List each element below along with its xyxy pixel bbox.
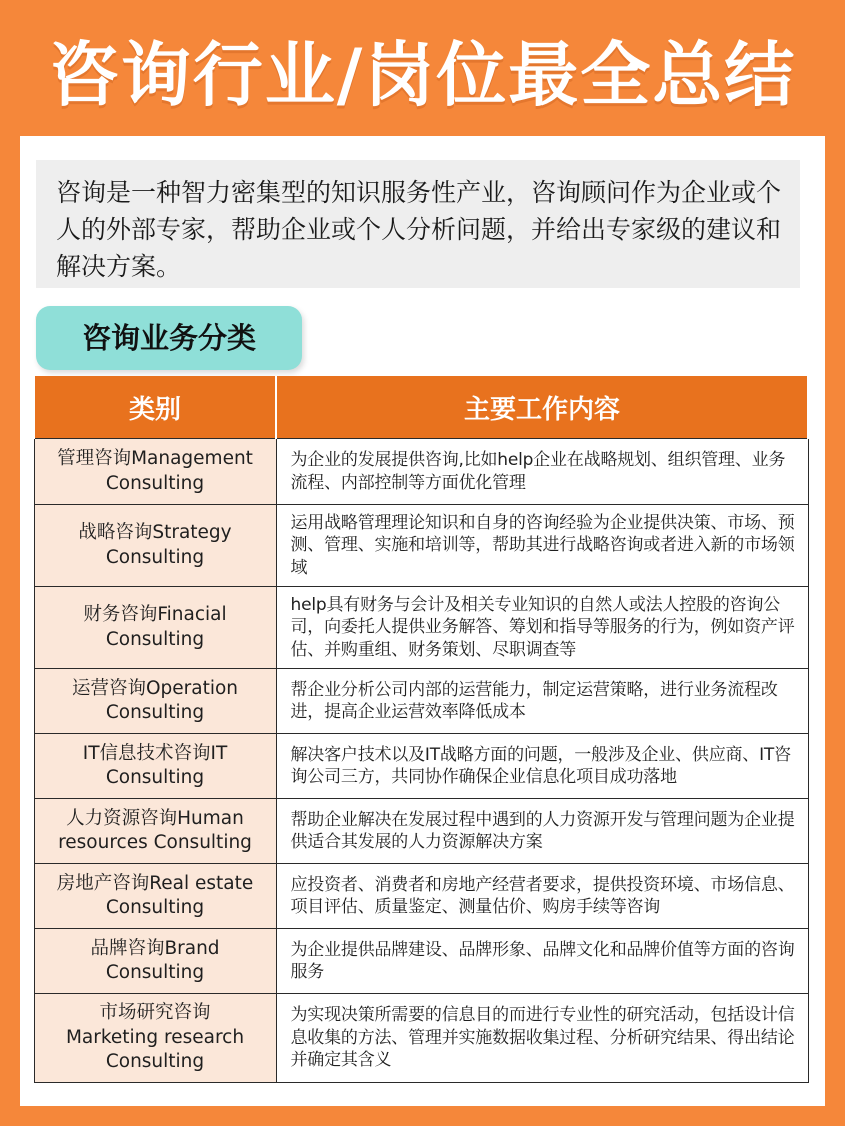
row-category xyxy=(34,994,276,1083)
table-row xyxy=(34,439,808,505)
table-row xyxy=(34,799,808,864)
row-category xyxy=(34,439,276,505)
intro-paragraph: 咨询是一种智力密集型的知识服务性产业，咨询顾问作为企业或个人的外部专家，帮助企业或个人分析问题，并给出专家级的建议和解决方案。 xyxy=(36,160,800,288)
row-content: 运用战略管理理论知识和自身的咨询经验为企业提供决策、市场、预测、管理、实施和培训等，帮助其进行战略咨询或者进入新的市场领域 xyxy=(276,505,808,587)
table-row xyxy=(34,994,808,1083)
header-category: 类别 xyxy=(34,376,276,439)
row-content: 应投资者、消费者和房地产经营者要求，提供投资环境、市场信息、项目评估、质量鉴定、测量估价、购房手续等咨询 xyxy=(276,864,808,929)
category-text: 市场研究咨询 Marketing research Consulting xyxy=(65,1002,245,1073)
category-text: 战略咨询Strategy Consulting xyxy=(78,522,232,568)
table-row xyxy=(34,587,808,669)
row-content: 帮助企业解决在发展过程中遇到的人力资源开发与管理问题为企业提供适合其发展的人力资源解决方案 xyxy=(276,799,808,864)
table-header-row xyxy=(34,376,808,439)
section-title: 咨询业务分类 xyxy=(36,306,302,370)
category-text: 品牌咨询Brand Consulting xyxy=(90,937,220,983)
row-category xyxy=(34,799,276,864)
table-row xyxy=(34,929,808,994)
table-row xyxy=(34,669,808,734)
row-content: 解决客户技术以及IT战略方面的问题，一般涉及企业、供应商、IT咨询公司三方，共同协作确保企业信息化项目成功落地 xyxy=(276,734,808,799)
category-text: IT信息技术咨询IT Consulting xyxy=(82,742,228,788)
page-title: 咨询行业/岗位最全总结 xyxy=(48,34,797,116)
table-row xyxy=(34,505,808,587)
row-category xyxy=(34,587,276,669)
row-category xyxy=(34,864,276,929)
row-category xyxy=(34,505,276,587)
category-text: 房地产咨询Real estate Consulting xyxy=(56,872,254,918)
row-category xyxy=(34,669,276,734)
table-row xyxy=(34,864,808,929)
row-category xyxy=(34,734,276,799)
row-content: 为实现决策所需要的信息目的而进行专业性的研究活动，包括设计信息收集的方法、管理并实施数据收集过程、分析研究结果、得出结论并确定其含义 xyxy=(276,994,808,1083)
row-category xyxy=(34,929,276,994)
row-content: help具有财务与会计及相关专业知识的自然人或法人控股的咨询公司，向委托人提供业务解答、筹划和指导等服务的行为，例如资产评估、并购重组、财务策划、尽职调查等 xyxy=(276,587,808,669)
category-text: 人力资源咨询Human resources Consulting xyxy=(58,807,252,853)
consulting-categories-table xyxy=(33,376,809,1083)
row-content: 为企业提供品牌建设、品牌形象、品牌文化和品牌价值等方面的咨询服务 xyxy=(276,929,808,994)
row-content: 为企业的发展提供咨询,比如help企业在战略规划、组织管理、业务流程、内部控制等方面优化管理 xyxy=(276,439,808,505)
header-content: 主要工作内容 xyxy=(276,376,808,439)
category-text: 运营咨询Operation Consulting xyxy=(71,677,239,723)
row-content: 帮企业分析公司内部的运营能力，制定运营策略，进行业务流程改进，提高企业运营效率降低成本 xyxy=(276,669,808,734)
category-text: 财务咨询Finacial Consulting xyxy=(83,604,227,650)
table-row xyxy=(34,734,808,799)
category-text: 管理咨询Management Consulting xyxy=(57,448,253,494)
